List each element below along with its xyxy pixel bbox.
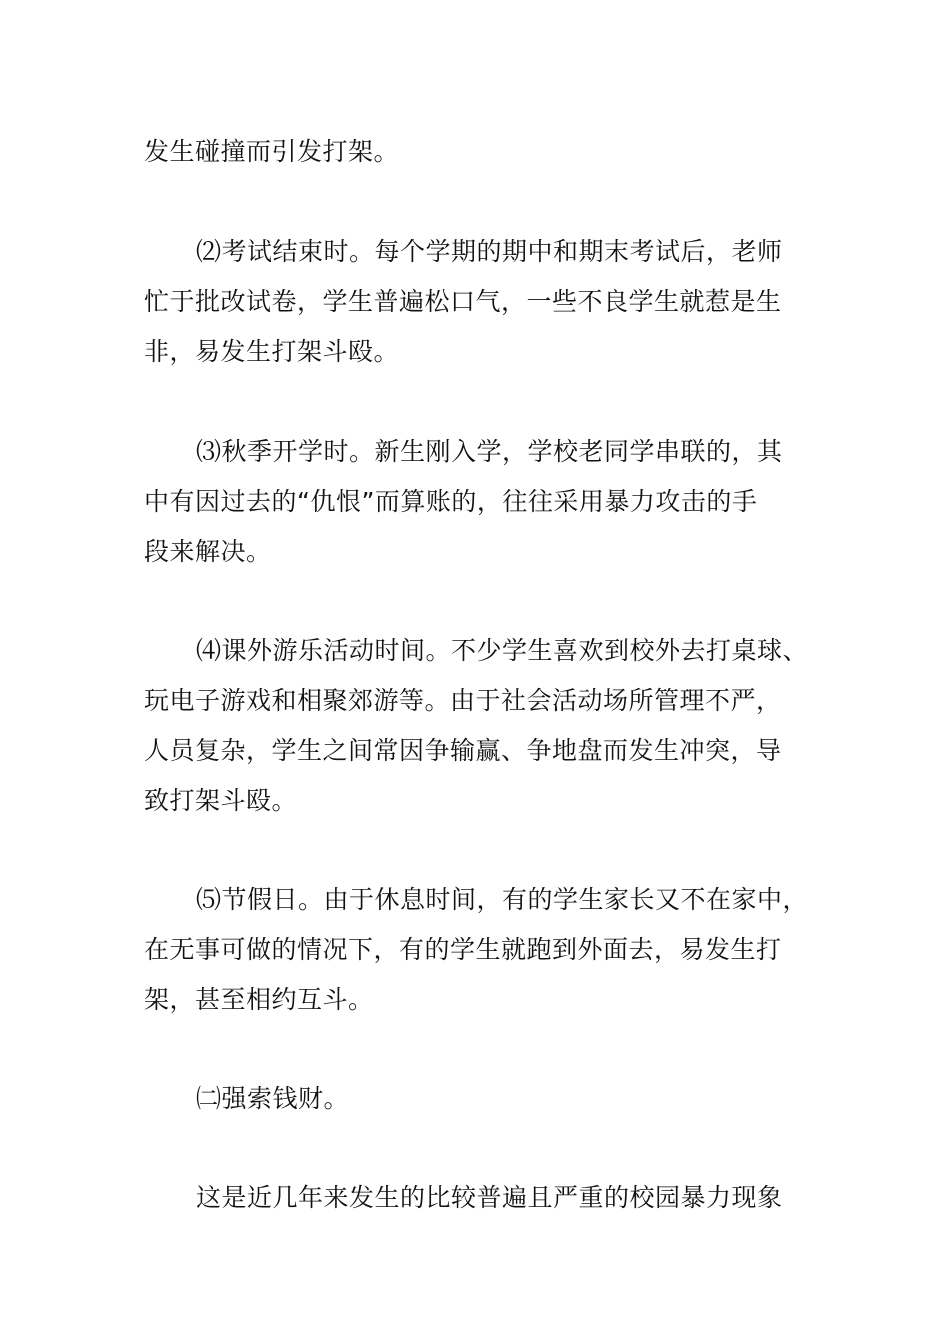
- text-line: ⑷课外游乐活动时间。不少学生喜欢到校外去打桌球、: [196, 636, 809, 665]
- text-line: 人员复杂，学生之间常因争输赢、争地盘而发生冲突，导: [144, 736, 782, 765]
- text-line: 玩电子游戏和相聚郊游等。由于社会活动场所管理不严，: [144, 686, 782, 715]
- paragraph-autumn-semester: [144, 427, 810, 577]
- text-line: ⑸节假日。由于休息时间，有的学生家长又不在家中，: [196, 885, 809, 914]
- text-line: 非，易发生打架斗殴。: [144, 337, 400, 366]
- text-line: 在无事可做的情况下，有的学生就跑到外面去，易发生打: [144, 935, 782, 964]
- paragraph-exam-period: [144, 227, 810, 377]
- paragraph-holidays: [144, 875, 810, 1025]
- paragraph-extortion-intro: [144, 1173, 810, 1223]
- text-line: 致打架斗殴。: [144, 786, 298, 815]
- text-line: 这是近几年来发生的比较普遍且严重的校园暴力现象: [196, 1183, 783, 1212]
- text-line: ⑵考试结束时。每个学期的期中和期末考试后，老师: [196, 237, 783, 266]
- paragraph-continuation: [144, 127, 810, 177]
- text-line: ㈡强索钱财。: [196, 1084, 350, 1113]
- paragraph-extracurricular: [144, 626, 810, 826]
- text-line: 忙于批改试卷，学生普遍松口气，一些不良学生就惹是生: [144, 287, 782, 316]
- text-line: ⑶秋季开学时。新生刚入学，学校老同学串联的，其: [196, 437, 783, 466]
- text-line: 发生碰撞而引发打架。: [144, 137, 400, 166]
- text-line: 架，甚至相约互斗。: [144, 985, 374, 1014]
- text-line: 中有因过去的“仇恨”而算账的，往往采用暴力攻击的手: [144, 487, 758, 516]
- text-line: 段来解决。: [144, 537, 272, 566]
- section-heading-extortion: [144, 1074, 810, 1124]
